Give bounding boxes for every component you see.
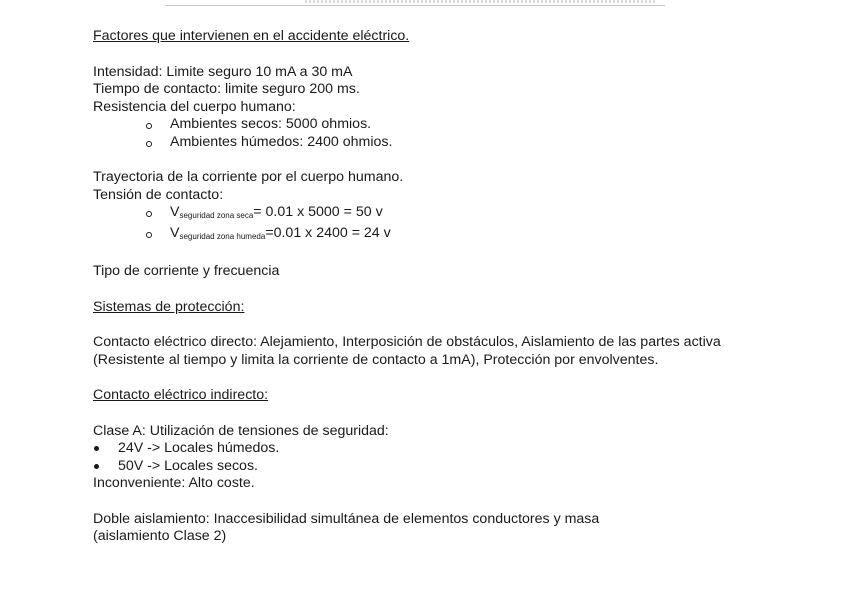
inconveniente-line: Inconveniente: Alto coste. — [93, 475, 255, 491]
heading-factores: Factores que intervienen en el accidente eléctrico. — [93, 28, 410, 44]
doble-paragraph: Doble aislamiento: Inaccesibilidad simultánea de elementos conductores y masa (aislamiento Clase 2) — [93, 510, 600, 544]
tension-line: Tensión de contacto: — [93, 186, 224, 203]
page-top-edge — [165, 0, 665, 6]
resistencia-line: Resistencia del cuerpo humano: — [93, 98, 296, 115]
intensidad-line: Intensidad: Limite seguro 10 mA a 30 mA — [93, 63, 353, 80]
formula-humeda: $V_{seguridad zona humeda}=0.01$ x 2400 = 24 v — [146, 225, 773, 246]
list-item: Ambientes húmedos: 2400 ohmios. — [146, 134, 773, 152]
heading-sistemas: Sistemas de protección: — [93, 298, 245, 315]
list-item: Ambientes secos: 5000 ohmios. — [146, 116, 773, 134]
clase-a-list — [93, 440, 773, 475]
directo-paragraph: Contacto eléctrico directo: Alejamiento, Interposición de obstáculos, Aislamiento de las partes activa (Resistente al tiempo y limita la corriente de contacto a 1mA), Protección por envolventes. — [93, 334, 721, 368]
resistencia-list — [93, 116, 773, 151]
tiempo-line: Tiempo de contacto: limite seguro 200 ms. — [93, 81, 360, 97]
clase-a-line: Clase A: Utilización de tensiones de seguridad: — [93, 422, 389, 439]
faded-header-text — [305, 0, 655, 3]
tension-list — [93, 204, 773, 245]
document-body — [93, 28, 773, 546]
list-item: 50V -> Locales secos. — [93, 458, 773, 476]
heading-indirecto: Contacto eléctrico indirecto: — [93, 387, 269, 403]
trayectoria-line: Trayectoria de la corriente por el cuerpo humano. — [93, 169, 404, 185]
tipo-line: Tipo de corriente y frecuencia — [93, 263, 280, 279]
list-item: 24V -> Locales húmedos. — [93, 440, 773, 458]
formula-seca: $V_{seguridad zona seca}= 0.01$ x 5000 = 50 v — [146, 204, 773, 225]
